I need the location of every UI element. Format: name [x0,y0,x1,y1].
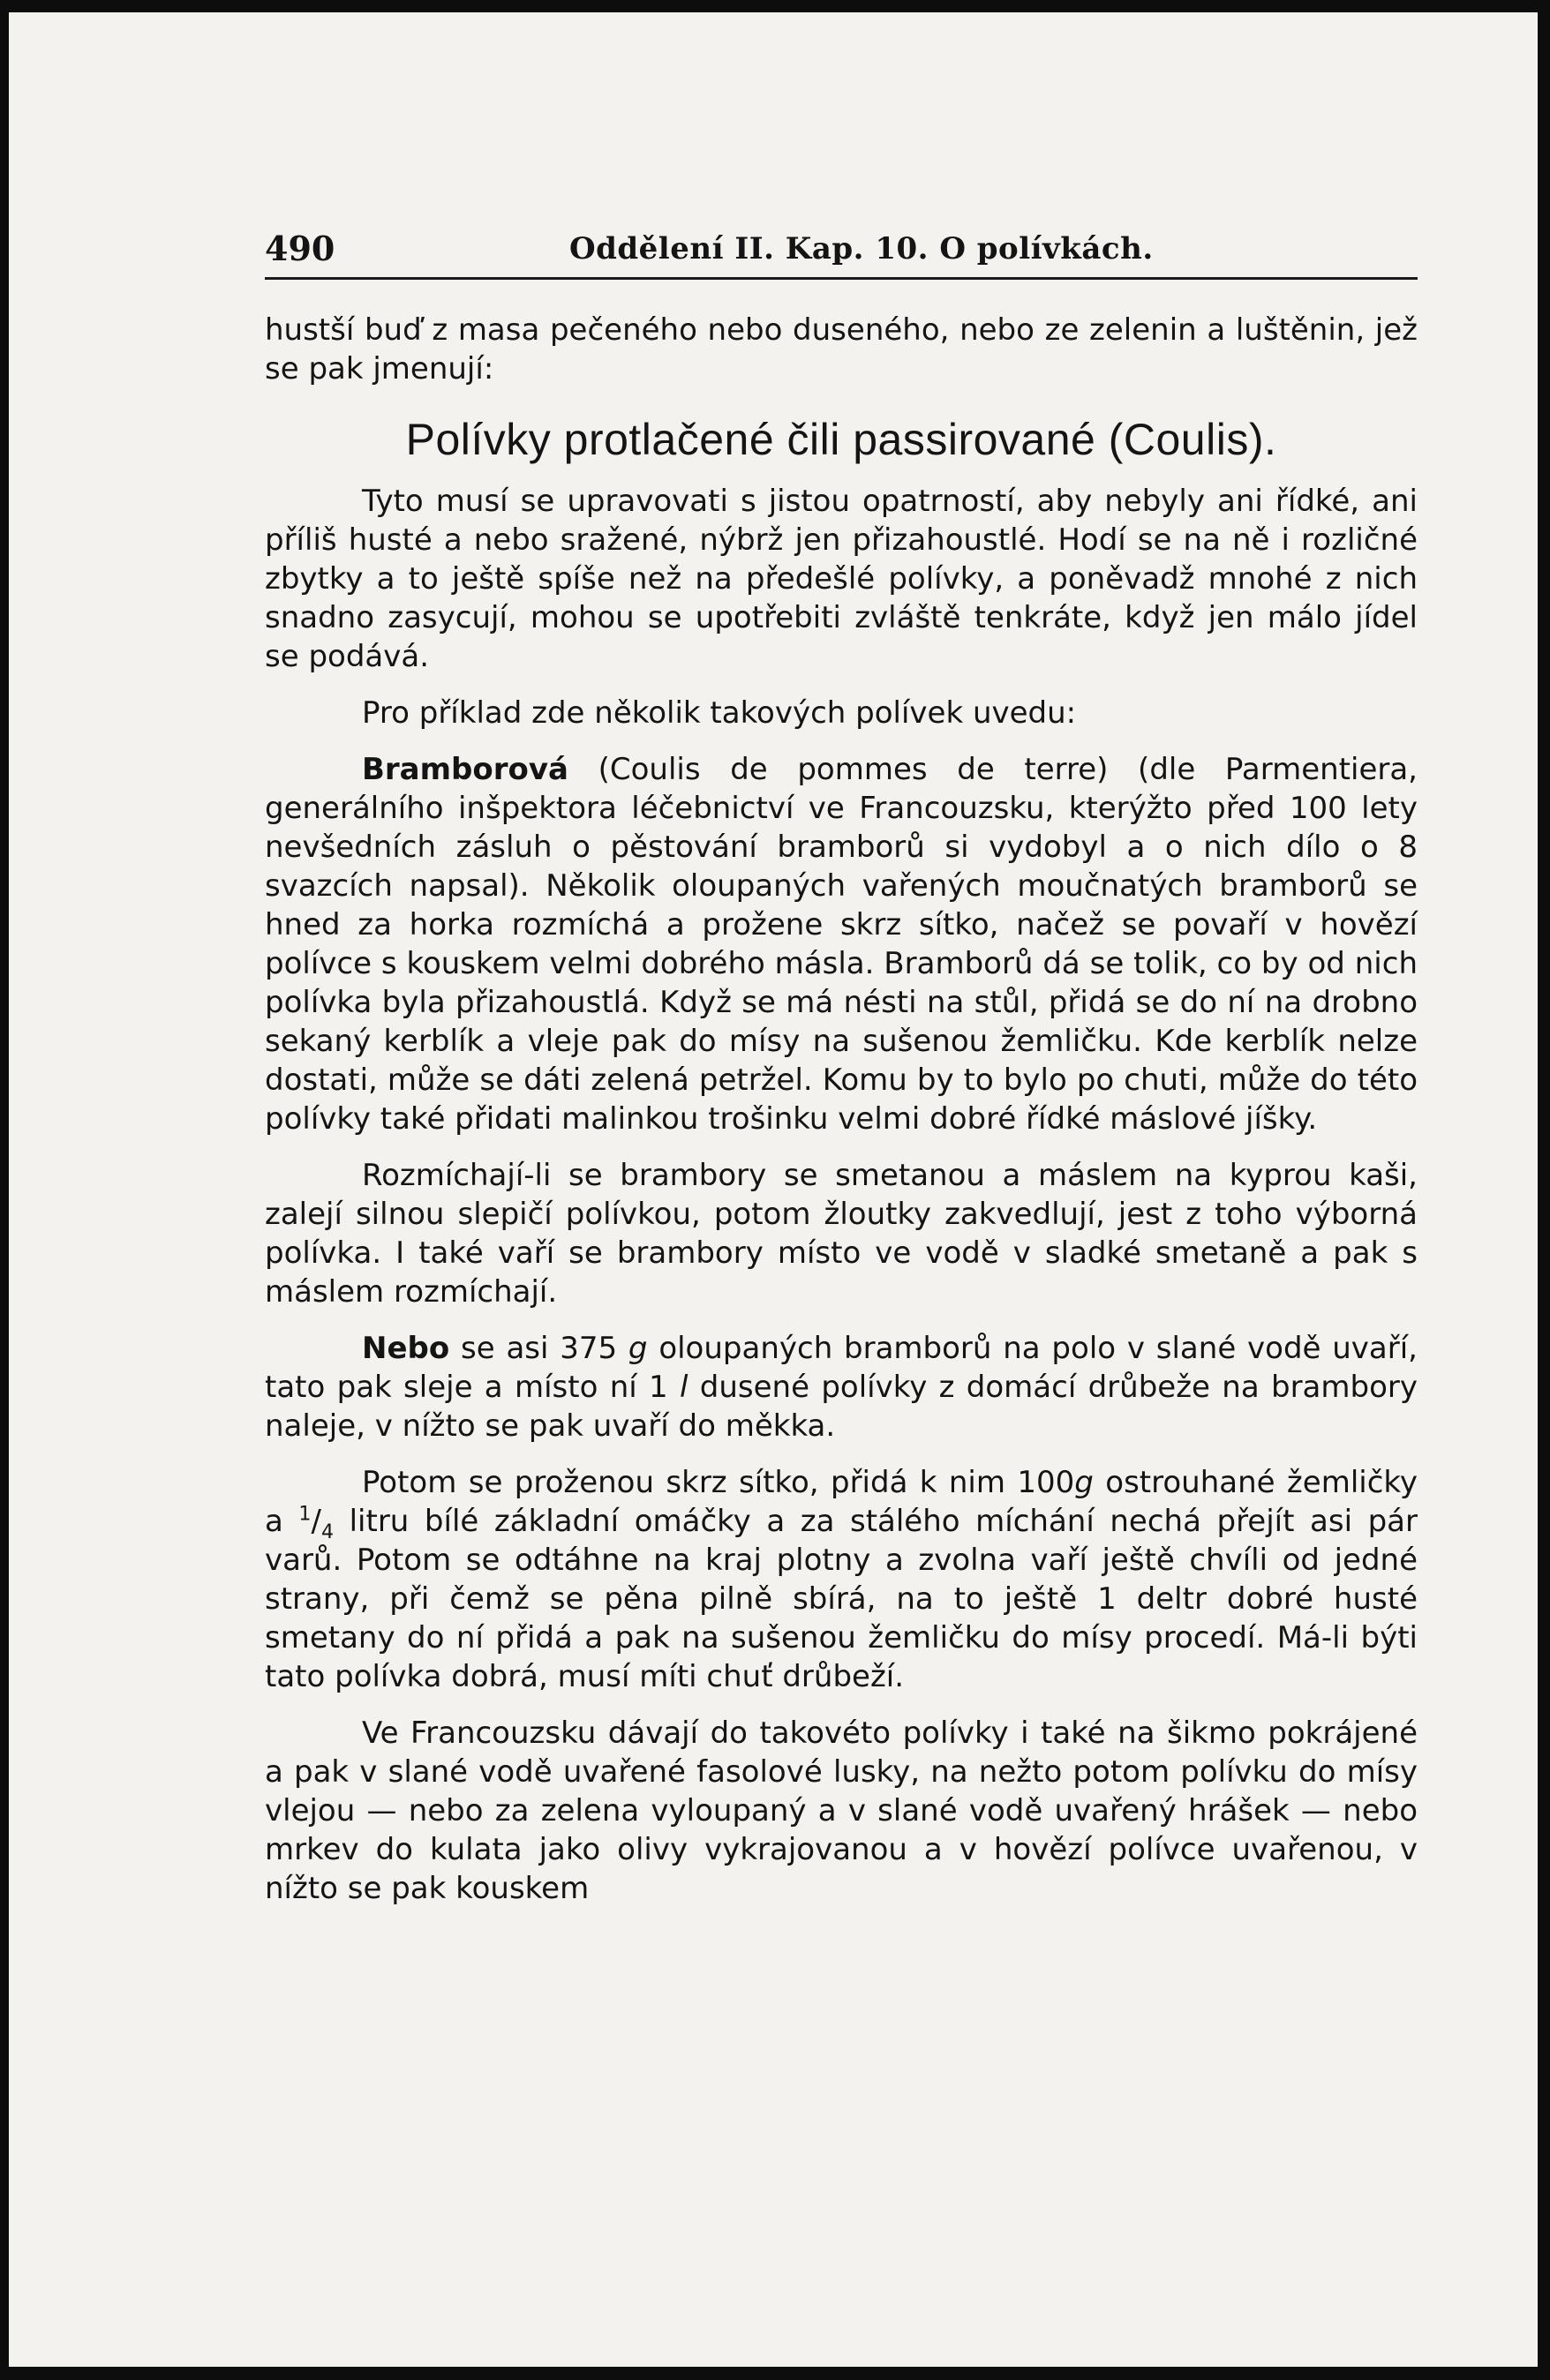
paragraph-bramborova [265,750,1418,1138]
paragraph-6 [265,1463,1418,1696]
paragraph-6-text-c: litru bílé základní omáčky a za stálého míchání nechá přejít asi pár varů. Potom se odtáhne na kraj plotny a zvolna vaří ještě chvíli od jedné strany, při čemž se pěna pilně sbírá, na to ještě 1 deltr dobré husté smetany do ní přidá a pak na sušenou žemličku do mísy procedí. Má-li býti tato polívka dobrá, musí míti chuť drůbeží. [265,1504,1418,1694]
paragraph-1: Tyto musí se upravovati s jistou opatrností, aby nebyly ani řídké, ani příliš husté a nebo sražené, nýbrž jen přizahoustlé. Hodí se na ně i rozličné zbytky a to ještě spíše než na předešlé polívky, a poněvadž mnohé z nich snadno zasycují, mohou se upotřebiti zvláště tenkráte, když jen málo jídel se podává. [265,484,1418,674]
fraction-slash: / [311,1504,321,1539]
paragraph-6-text-b: ostrouhané žemličky a [265,1465,1418,1539]
paragraph-nebo-lead: Nebo [362,1331,450,1366]
recipe-title-bramborova: Bramborová [362,752,568,787]
unit-litre: l [679,1370,688,1405]
paragraph-nebo-text-a: se asi 375 [461,1331,618,1366]
paragraph-bramborova-text: (Coulis de pommes de terre) (dle Parmentiera, generálního inšpektora léčebnictví ve Francouzsku, kterýžto před 100 lety nevšedních zásluh o pěstování bramborů si vydobyl a o nich dílo o 8 svazcích napsal). Několik oloupaných vařených moučnatých bramborů se hned za horka rozmíchá a prožene skrz sítko, načež se povaří v hovězí polívce s kouskem velmi dobrého másla. Bramborů dá se tolik, co by od nich polívka byla přizahoustlá. Když se má nésti na stůl, přidá se do ní na drobno sekaný kerblík a vleje pak do mísy na sušenou žemličku. Kde kerblík nelze dostati, může se dáti zelená petržel. Komu by to bylo po chuti, může do této polívky také přidati malinkou trošinku velmi dobré řídké máslové jíšky. [265,752,1418,1137]
intro-paragraph: hustší buď z masa pečeného nebo duseného, nebo ze zelenin a luštěnin, jež se pak jmenují: [265,312,1418,387]
book-page [9,12,1538,2367]
paragraph-nebo-text-c: dusené polívky z domácí drůbeže na brambory naleje, v nížto se pak uvaří do měkka. [265,1370,1418,1444]
running-title: Oddělení II. Kap. 10. O polívkách. [569,231,1154,267]
section-title: Polívky protlačené čili passirované (Coulis). [405,415,1277,464]
paragraph-nebo [265,1329,1418,1445]
unit-gram-2: g [1074,1465,1094,1500]
fraction-numerator: 1 [298,1502,312,1526]
unit-gram: g [628,1331,648,1366]
page-header [265,224,1418,280]
fraction-denominator: 4 [320,1520,335,1543]
paragraph-6-text-a: Potom se proženou skrz sítko, přidá k nim 100 [362,1465,1075,1500]
paragraph-nebo-text-b: oloupaných bramborů na polo v slané vodě uvaří, tato pak sleje a místo ní 1 [265,1331,1418,1405]
page-number: 490 [265,229,335,268]
page-body [265,311,1418,1926]
paragraph-2: Pro příklad zde několik takových polívek uvedu: [362,695,1077,731]
paragraph-4: Rozmíchají-li se brambory se smetanou a máslem na kyprou kaši, zalejí silnou slepičí polívkou, potom žloutky zakvedlují, jest z toho výborná polívka. I také vaří se brambory místo ve vodě v sladké smetaně a pak s máslem rozmíchají. [265,1158,1418,1310]
paragraph-7: Ve Francouzsku dávají do takovéto polívky i také na šikmo pokrájené a pak v slané vodě uvařené fasolové lusky, na nežto potom polívku do mísy vlejou — nebo za zelena vyloupaný a v slané vodě uvařený hrášek — nebo mrkev do kulata jako olivy vykrajovanou a v hovězí polívce uvařenou, v nížto se pak kouskem [265,1716,1418,1906]
